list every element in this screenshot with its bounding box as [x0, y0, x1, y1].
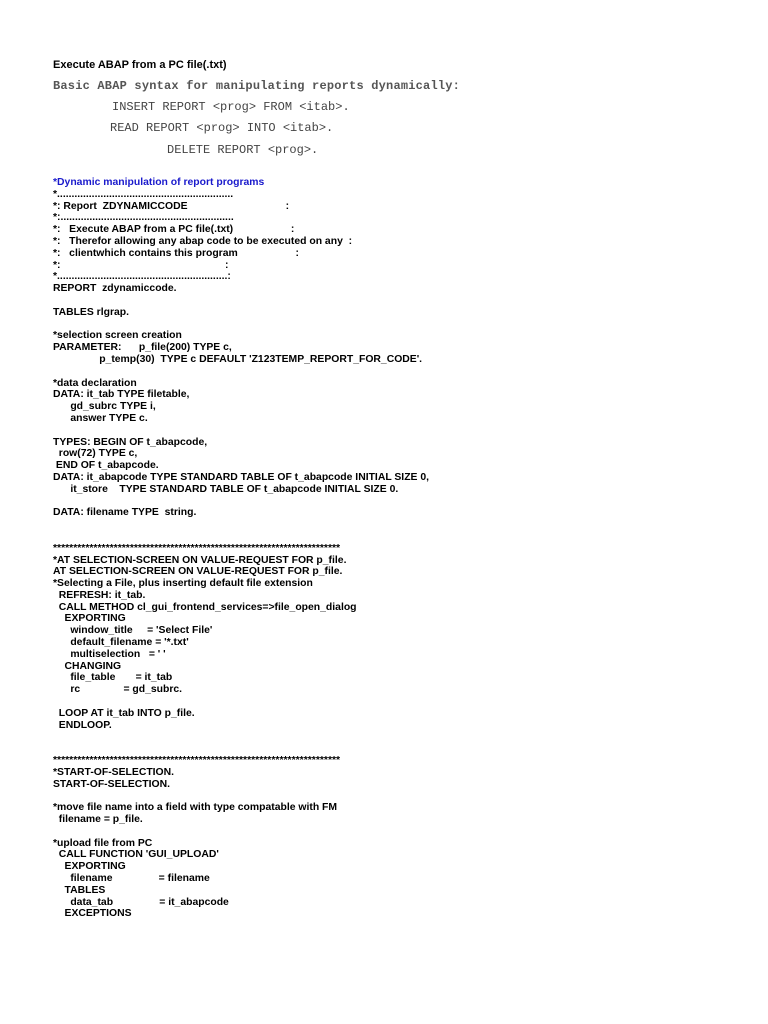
code-line: ***********************************************************************: [53, 542, 341, 554]
syntax-line-read: READ REPORT <prog> INTO <itab>.: [110, 121, 334, 135]
code-line: *START-OF-SELECTION.: [53, 766, 175, 778]
code-line: default_filename = '*.txt': [53, 637, 189, 649]
code-line: CALL METHOD cl_gui_frontend_services=>file_open_dialog: [53, 601, 357, 613]
document-heading: Execute ABAP from a PC file(.txt): [53, 59, 227, 71]
code-line: *: clientwhich contains this program :: [53, 247, 299, 259]
code-line: *:............................................................: [53, 212, 234, 224]
code-line: rc = gd_subrc.: [53, 684, 183, 696]
code-line: filename = p_file.: [53, 814, 143, 826]
code-line: *...........................................................:: [53, 271, 231, 283]
code-line: EXPORTING: [53, 613, 126, 625]
code-line: answer TYPE c.: [53, 412, 148, 424]
code-line: CALL FUNCTION 'GUI_UPLOAD': [53, 849, 219, 861]
code-line: *: Report ZDYNAMICCODE :: [53, 200, 290, 212]
code-line: [53, 531, 429, 543]
code-line: TABLES rlgrap.: [53, 306, 130, 318]
code-line: ENDLOOP.: [53, 719, 112, 731]
code-line: ***********************************************************************: [53, 755, 341, 767]
code-line: EXPORTING: [53, 861, 126, 873]
syntax-line-delete: DELETE REPORT <prog>.: [167, 143, 319, 157]
code-line: *: Therefor allowing any abap code to be executed on any :: [53, 235, 353, 247]
code-line: *data declaration: [53, 377, 137, 389]
abap-code-listing: [53, 177, 429, 920]
code-line: *.............................................................: [53, 188, 234, 200]
code-line: [53, 826, 429, 838]
code-line: *Dynamic manipulation of report programs: [53, 177, 265, 188]
code-line: [53, 366, 429, 378]
code-line: [53, 696, 429, 708]
code-line: data_tab = it_abapcode: [53, 896, 229, 908]
code-line: filename = filename: [53, 873, 210, 885]
code-line: *selection screen creation: [53, 330, 182, 342]
code-line: [53, 743, 429, 755]
code-line: TYPES: BEGIN OF t_abapcode,: [53, 436, 208, 448]
code-line: row(72) TYPE c,: [53, 448, 138, 460]
syntax-line-insert: INSERT REPORT <prog> FROM <itab>.: [112, 100, 350, 114]
code-line: [53, 425, 429, 437]
code-line: DATA: it_tab TYPE filetable,: [53, 389, 190, 401]
code-line: DATA: filename TYPE string.: [53, 507, 197, 519]
code-line: *upload file from PC: [53, 837, 153, 849]
code-line: EXCEPTIONS: [53, 908, 132, 920]
code-line: *Selecting a File, plus inserting default file extension: [53, 578, 313, 590]
code-line: LOOP AT it_tab INTO p_file.: [53, 707, 195, 719]
code-line: [53, 319, 429, 331]
code-line: [53, 790, 429, 802]
code-line: END OF t_abapcode.: [53, 460, 159, 472]
code-line: [53, 731, 429, 743]
code-line: *: Execute ABAP from a PC file(.txt) :: [53, 224, 295, 236]
code-line: it_store TYPE STANDARD TABLE OF t_abapcode INITIAL SIZE 0.: [53, 483, 399, 495]
syntax-title: Basic ABAP syntax for manipulating reports dynamically:: [53, 79, 461, 93]
code-line: CHANGING: [53, 660, 122, 672]
code-line: multiselection = ' ': [53, 648, 166, 660]
code-line: file_table = it_tab: [53, 672, 173, 684]
code-line: [53, 295, 429, 307]
code-line: REFRESH: it_tab.: [53, 589, 146, 601]
code-line: TABLES: [53, 884, 106, 896]
code-line: gd_subrc TYPE i,: [53, 401, 156, 413]
code-line: [53, 496, 429, 508]
code-line: DATA: it_abapcode TYPE STANDARD TABLE OF t_abapcode INITIAL SIZE 0,: [53, 471, 430, 483]
code-line: REPORT zdynamiccode.: [53, 283, 177, 295]
code-line: *move file name into a field with type compatable with FM: [53, 802, 338, 814]
code-line: *: :: [53, 259, 229, 271]
code-line: [53, 519, 429, 531]
code-line: window_title = 'Select File': [53, 625, 213, 637]
code-line: PARAMETER: p_file(200) TYPE c,: [53, 342, 232, 354]
code-line: *AT SELECTION-SCREEN ON VALUE-REQUEST FOR p_file.: [53, 554, 347, 566]
code-line: AT SELECTION-SCREEN ON VALUE-REQUEST FOR p_file.: [53, 566, 343, 578]
code-line: p_temp(30) TYPE c DEFAULT 'Z123TEMP_REPORT_FOR_CODE'.: [53, 353, 423, 365]
code-line: START-OF-SELECTION.: [53, 778, 170, 790]
